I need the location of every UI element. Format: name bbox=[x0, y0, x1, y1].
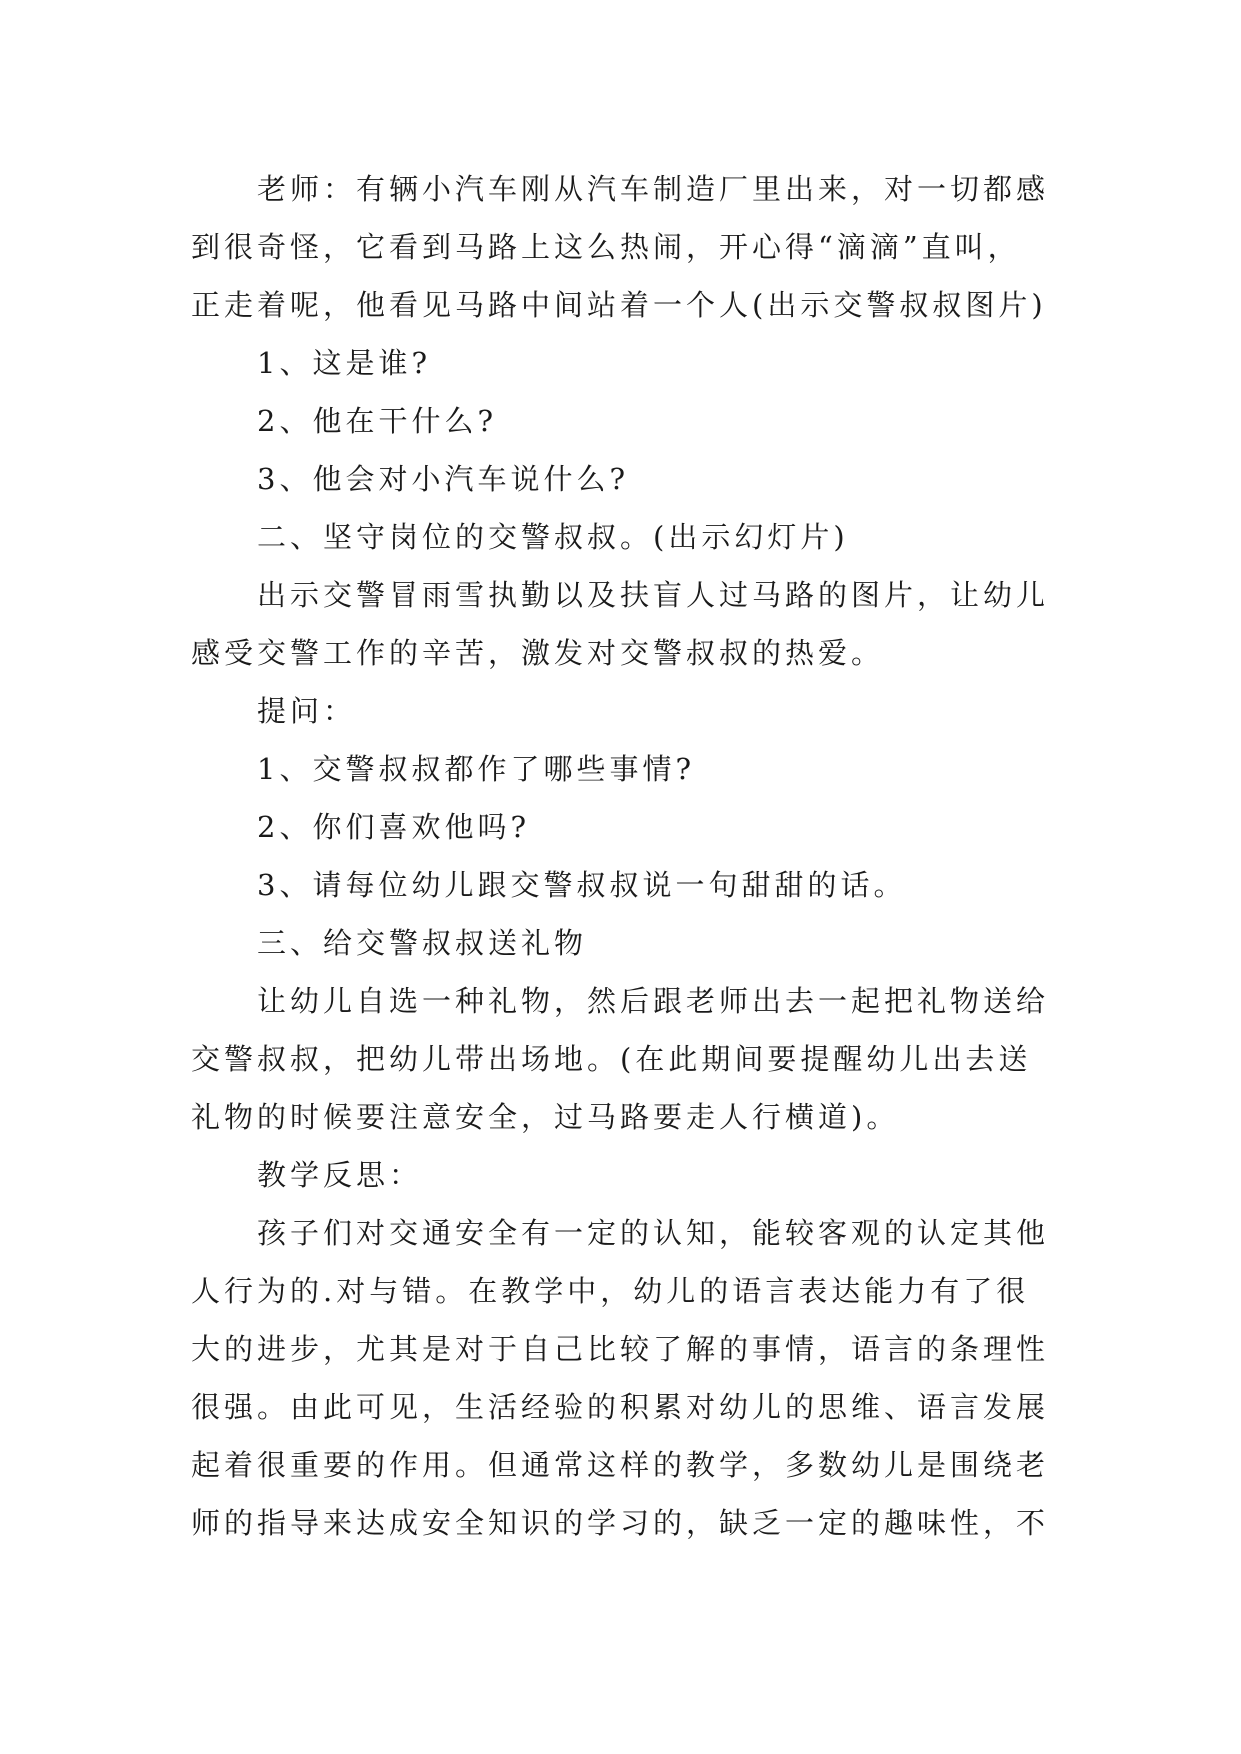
paragraph-gifts: 让幼儿自选一种礼物，然后跟老师出去一起把礼物送给交警叔叔，把幼儿带出场地。(在此期间要提醒幼儿出去送礼物的时候要注意安全，过马路要走人行横道)。 bbox=[191, 984, 1050, 1134]
paragraph-reflection: 孩子们对交通安全有一定的认知，能较客观的认定其他人行为的.对与错。在教学中，幼儿的语言表达能力有了很大的进步，尤其是对于自己比较了解的事情，语言的条理性很强。由此可见，生活经验的积累对幼儿的思维、语言发展起着很重要的作用。但通常这样的教学，多数幼儿是围绕老师的指导来达成安全知识的学习的，缺乏一定的趣味性，不 bbox=[191, 1216, 1050, 1540]
paragraph-slides: 出示交警冒雨雪执勤以及扶盲人过马路的图片，让幼儿感受交警工作的辛苦，激发对交警叔叔的热爱。 bbox=[191, 578, 1050, 670]
question-who: 1、这是谁? bbox=[257, 346, 431, 380]
question-doing: 2、他在干什么? bbox=[257, 404, 497, 438]
question-sweet-words: 3、请每位幼儿跟交警叔叔说一句甜甜的话。 bbox=[257, 868, 907, 902]
question-what-did: 1、交警叔叔都作了哪些事情? bbox=[257, 752, 695, 786]
question-say: 3、他会对小汽车说什么? bbox=[257, 462, 629, 496]
paragraph-intro: 老师：有辆小汽车刚从汽车制造厂里出来，对一切都感到很奇怪，它看到马路上这么热闹，开心得“滴滴”直叫，正走着呢，他看见马路中间站着一个人(出示交警叔叔图片) bbox=[191, 172, 1050, 322]
section-heading-two: 二、坚守岗位的交警叔叔。(出示幻灯片) bbox=[257, 520, 849, 554]
question-like: 2、你们喜欢他吗? bbox=[257, 810, 530, 844]
section-heading-three: 三、给交警叔叔送礼物 bbox=[257, 926, 588, 960]
document-body bbox=[191, 160, 1053, 1552]
label-reflection: 教学反思： bbox=[257, 1158, 423, 1192]
label-questions: 提问： bbox=[257, 694, 357, 728]
